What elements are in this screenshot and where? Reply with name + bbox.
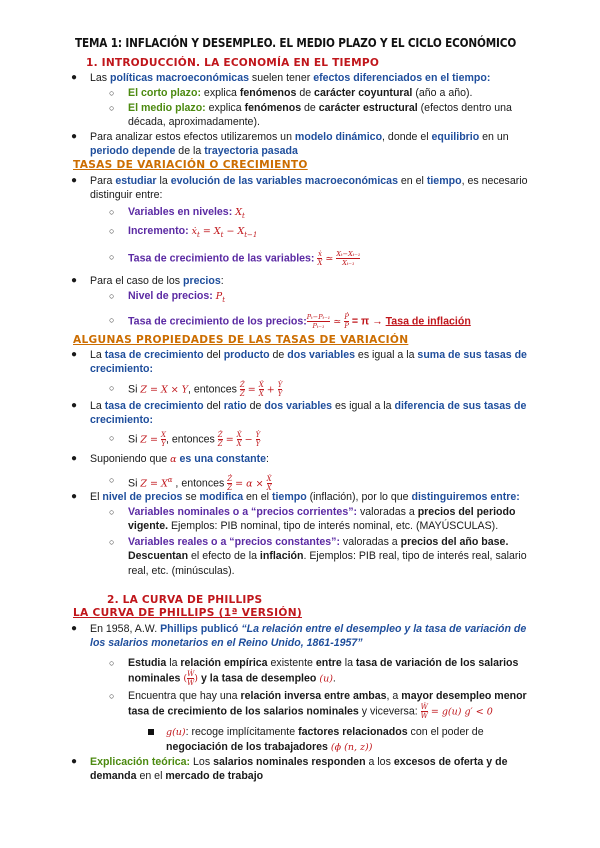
bullet-circle: ○	[109, 475, 115, 485]
inflation-rate-term: Tasa de inflación	[385, 315, 471, 328]
bullet-circle: ○	[109, 291, 115, 301]
bullet-circle: ○	[109, 207, 115, 217]
item-empirical-relation: ○ Estudia la relación empírica existente entre la tasa de variación de los salarios nominales ( $\frac{\text{Ẇ}}{W}$ ) y la tasa de desempleo (u).	[109, 657, 519, 688]
bullet-study-evolution: ● Para estudiar la evolución de las variables macroeconómicas en el tiempo, es necesario distinguir entre:	[71, 175, 528, 202]
bullet-circle: ○	[109, 537, 115, 547]
bullet-dot: ●	[71, 623, 78, 634]
bullet-dot: ●	[71, 756, 78, 767]
bullet-circle: ○	[109, 507, 115, 517]
bullet-ratio-rule: ● La tasa de crecimiento del ratio de dos variables es igual a la diferencia de sus tasas de crecimiento:	[71, 400, 527, 427]
bullet-prices: ● Para el caso de los precios:	[71, 275, 224, 287]
item-increment: ○ Incremento: ẋ$_t$ = $X_t - X_{t-1}$	[109, 225, 258, 240]
bullet-dynamic-model: ● Para analizar estos efectos utilizaremos un modelo dinámico, donde el equilibrio en un periodo depende de la trayectoria pasada	[71, 131, 509, 158]
bullet-dot: ●	[71, 349, 78, 360]
section-heading-phillips: 2. LA CURVA DE PHILLIPS	[107, 594, 263, 606]
bullet-dot: ●	[71, 72, 78, 83]
fraction-xdot-over-x: $\frac{\text{ẋ}}{X}$	[317, 250, 323, 267]
bullet-circle: ○	[109, 226, 115, 236]
item-growth-rate: ○ Tasa de crecimiento de las variables: $\frac{\text{ẋ}}{X}$ ≃ $\frac{\text{Xₜ−Xₜ₋₁}}{\text{Xₜ₋₁}}$	[109, 250, 361, 267]
item-real-variables: ○ Variables reales o a “precios constantes”: valoradas a precios del año base. Descuentan el efecto de la inflación. Ejemplos: PIB real, tipo de interés real, salario real, etc. (minúsculas).	[109, 536, 527, 577]
bullet-dot: ●	[71, 275, 78, 286]
bullet-phillips-1958: ● En 1958, A.W. Phillips publicó “La relación entre el desempleo y la tasa de variación de los salarios monetarios en el Reino Unido, 1861-1957”	[71, 623, 527, 650]
bullet-square	[148, 729, 154, 735]
bullet-dot: ●	[71, 491, 78, 502]
section-heading-growth-rates: TASAS DE VARIACIÓN O CRECIMIENTO	[73, 159, 308, 171]
item-inverse-relation: ○ Encuentra que hay una relación inversa entre ambas, a mayor desempleo menor tasa de crecimiento de los salarios nominales y viceversa: $\frac{\text{Ẇ}}{W}$ = g(u) g′ < 0	[109, 690, 527, 721]
fraction-price-growth: $\frac{\text{Pₜ−Pₜ₋₁}}{\text{Pₜ₋₁}}$	[306, 313, 331, 330]
bullet-dot: ●	[71, 131, 78, 142]
bullet-dot: ●	[71, 400, 78, 411]
bullet-circle: ○	[109, 315, 115, 325]
item-medium-run: ○ El medio plazo: explica fenómenos de carácter estructural (efectos dentro una década, aproximadamente).	[109, 102, 512, 129]
fraction-pdot-over-p: $\frac{\text{Ṗ}}{P}$	[344, 313, 349, 330]
item-short-run: ○ El corto plazo: explica fenómenos de carácter coyuntural (año a año).	[109, 87, 473, 99]
bullet-macro-policies: ● Las políticas macroeconómicas suelen tener efectos diferenciados en el tiempo:	[71, 72, 491, 84]
page-title: TEMA 1: INFLACIÓN Y DESEMPLEO. EL MEDIO PLAZO Y EL CICLO ECONÓMICO	[75, 35, 517, 50]
item-product-formula: ○ Si Z = X × Y, entonces $\frac{Ż}{Z}$ = $\frac{\text{Ẋ}}{X}$ + $\frac{\text{Ẏ}}{Y}$	[109, 381, 283, 398]
section-heading-introduction: 1. INTRODUCCIÓN. LA ECONOMÍA EN EL TIEMPO	[86, 57, 380, 69]
item-g-of-u: g(u): recoge implícitamente factores relacionados con el poder de negociación de los trabajadores (ϕ (n, z))	[166, 725, 536, 756]
bullet-theoretical-explanation: ● Explicación teórica: Los salarios nominales responden a los excesos de oferta y de demanda en el mercado de trabajo	[71, 756, 508, 783]
fraction-growth-formula: $\frac{\text{Xₜ−Xₜ₋₁}}{\text{Xₜ₋₁}}$	[336, 250, 361, 267]
bullet-circle: ○	[109, 103, 115, 113]
item-nominal-variables: ○ Variables nominales o a “precios corrientes”: valoradas a precios del periodo vigente. Ejemplos: PIB nominal, tipo de interés nominal, etc. (MAYÚSCULAS).	[109, 506, 516, 533]
item-ratio-formula: ○ Si Z = $\frac{X}{Y}$ , entonces $\frac{Ż}{Z}$ = $\frac{\text{Ẋ}}{X}$ − $\frac{\text{Ẏ}}{Y}$	[109, 431, 261, 448]
bullet-constant: ● Suponiendo que α es una constante:	[71, 453, 269, 465]
item-power-formula: ○ Si $Z = X^\alpha$ , entonces $\frac{Ż}{Z}$ = α × $\frac{\text{Ẋ}}{X}$	[109, 475, 272, 493]
bullet-circle: ○	[109, 658, 115, 668]
section-heading-properties: ALGUNAS PROPIEDADES DE LAS TASAS DE VARIACIÓN	[73, 334, 409, 346]
bullet-dot: ●	[71, 453, 78, 464]
bullet-circle: ○	[109, 88, 115, 98]
bullet-dot: ●	[71, 175, 78, 186]
item-levels: ○ Variables en niveles: $X_t$	[109, 206, 245, 221]
bullet-product-rule: ● La tasa de crecimiento del producto de dos variables es igual a la suma de sus tasas de crecimiento:	[71, 349, 527, 376]
subheading-phillips-first-version: LA CURVA DE PHILLIPS (1ª VERSIÓN)	[73, 607, 303, 619]
bullet-circle: ○	[109, 383, 115, 393]
bullet-price-level-change: ● El nivel de precios se modifica en el tiempo (inflación), por lo que distinguiremos entre:	[71, 491, 520, 503]
bullet-circle: ○	[109, 691, 115, 701]
bullet-circle: ○	[109, 433, 115, 443]
item-price-level: ○ Nivel de precios: $P_t$	[109, 290, 226, 305]
item-price-growth: ○ Tasa de crecimiento de los precios: $\frac{\text{Pₜ−Pₜ₋₁}}{\text{Pₜ₋₁}}$ ≃ $\frac{\text{Ṗ}}{P}$ = π → Tasa de inflación	[109, 313, 471, 330]
bullet-circle: ○	[109, 252, 115, 262]
